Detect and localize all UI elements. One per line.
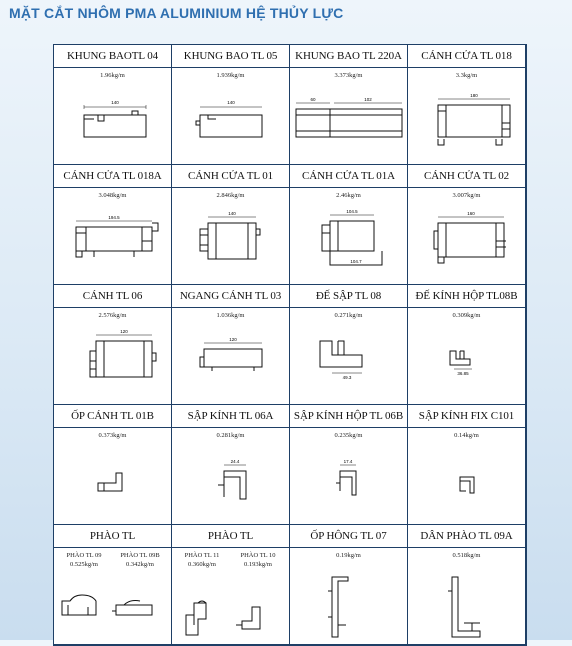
profile-name: CÁNH CỬA TL 02 (408, 165, 525, 188)
sub-profile-weight: 0.342kg/m (126, 561, 154, 568)
dimension-label: 49.3 (342, 375, 352, 380)
dimension-label: 24.4 (230, 459, 240, 464)
profile-drawing-op-hong-tl07 (290, 561, 408, 645)
dimension-label: 120 (229, 337, 237, 342)
profile-cell-sap-kinh-tl06a (172, 405, 290, 525)
sub-profile-name: PHÀO TL 10 (240, 552, 276, 559)
sub-profile-name: PHÀO TL 11 (184, 552, 220, 559)
profile-cell-canh-cua-tl018 (408, 45, 526, 165)
profile-drawing-sap-kinh-fix-c101 (408, 441, 526, 525)
dimension-label: 104.5 (346, 209, 358, 214)
profile-weight: 1.96kg/m (100, 72, 125, 79)
profile-name: KHUNG BAOTL 04 (54, 45, 171, 68)
profile-drawing-canh-cua-tl01 (172, 201, 290, 285)
profile-weight: 3.048kg/m (98, 192, 127, 199)
profile-drawing-phao-tl-b (172, 561, 290, 645)
profile-cell-de-kinh-hop-tl08b (408, 285, 526, 405)
profile-weight: 0.235kg/m (334, 432, 363, 439)
profile-cell-canh-cua-tl018a (54, 165, 172, 285)
profile-name: SẬP KÍNH TL 06A (172, 405, 289, 428)
profile-cell-canh-cua-tl02 (408, 165, 526, 285)
dimension-label: 120 (120, 329, 128, 334)
dimension-label: 104.7 (350, 259, 362, 264)
dimension-label: 180 (470, 93, 478, 98)
profile-cell-op-hong-tl07 (290, 525, 408, 645)
dimension-label: 36.85 (457, 371, 469, 376)
profile-weight: 2.46kg/m (336, 192, 361, 199)
dimension-label: 194.5 (108, 215, 120, 220)
profile-cell-ngang-canh-tl03 (172, 285, 290, 405)
profile-weight: 0.271kg/m (334, 312, 363, 319)
profile-cell-phao-tl-b (172, 525, 290, 645)
sub-profile-weight: 0.193kg/m (244, 561, 272, 568)
dimension-label: 140 (228, 211, 236, 216)
profile-cell-sap-kinh-fix-c101 (408, 405, 526, 525)
sub-profile-weight: 0.360kg/m (188, 561, 216, 568)
profile-weight: 0.14kg/m (454, 432, 479, 439)
profile-cell-khung-bao-tl220a (290, 45, 408, 165)
profile-name: SẬP KÍNH HỘP TL 06B (290, 405, 407, 428)
profile-drawing-phao-tl-a (54, 561, 172, 645)
profile-drawing-khung-bao-tl05 (172, 81, 290, 165)
profile-drawing-khung-bao-tl220a (290, 81, 408, 165)
profile-name: ĐẾ SẬP TL 08 (290, 285, 407, 308)
profile-weight: 2.576kg/m (98, 312, 127, 319)
profile-cell-khung-bao-tl04 (54, 45, 172, 165)
profile-weight: 1.036kg/m (216, 312, 245, 319)
profile-weight: 0.373kg/m (98, 432, 127, 439)
profile-drawing-dan-phao-tl09a (408, 561, 526, 645)
profile-catalog (53, 44, 527, 646)
profile-drawing-canh-cua-tl02 (408, 201, 526, 285)
dimension-label: 102 (364, 97, 372, 102)
profile-name: CÁNH TL 06 (54, 285, 171, 308)
profile-name: KHUNG BAO TL 05 (172, 45, 289, 68)
profile-name: PHÀO TL (54, 525, 171, 548)
profile-drawing-canh-cua-tl018a (54, 201, 172, 285)
profile-name: NGANG CÁNH TL 03 (172, 285, 289, 308)
profile-name: KHUNG BAO TL 220A (290, 45, 407, 68)
profile-drawing-sap-kinh-hop-tl06b (290, 441, 408, 525)
profile-name: SẬP KÍNH FIX C101 (408, 405, 525, 428)
page-title: MẶT CẮT NHÔM PMA ALUMINIUM HỆ THỦY LỰC (9, 5, 344, 21)
profile-drawing-de-kinh-hop-tl08b (408, 321, 526, 405)
profile-weight: 3.007kg/m (452, 192, 481, 199)
dimension-label: 140 (111, 100, 119, 105)
sub-profile-weight: 0.525kg/m (70, 561, 98, 568)
profile-weight: 0.518kg/m (452, 552, 481, 559)
profile-name: CÁNH CỬA TL 018 (408, 45, 525, 68)
profile-drawing-sap-kinh-tl06a (172, 441, 290, 525)
profile-name: PHÀO TL (172, 525, 289, 548)
profile-drawing-op-canh-tl01b (54, 441, 172, 525)
profile-drawing-canh-tl06 (54, 321, 172, 405)
sub-profile-name: PHÀO TL 09 (66, 552, 102, 559)
profile-cell-sap-kinh-hop-tl06b (290, 405, 408, 525)
profile-drawing-canh-cua-tl018 (408, 81, 526, 165)
profile-drawing-ngang-canh-tl03 (172, 321, 290, 405)
dimension-label: 140 (227, 100, 235, 105)
profile-cell-canh-tl06 (54, 285, 172, 405)
profile-drawing-khung-bao-tl04 (54, 81, 172, 165)
profile-name: DÂN PHÀO TL 09A (408, 525, 525, 548)
profile-cell-canh-cua-tl01 (172, 165, 290, 285)
profile-weight: 3.373kg/m (334, 72, 363, 79)
profile-weight: 2.846kg/m (216, 192, 245, 199)
profile-drawing-canh-cua-tl01a (290, 201, 408, 285)
profile-weight: 0.309kg/m (452, 312, 481, 319)
profile-weight: 1.939kg/m (216, 72, 245, 79)
profile-name: ỐP CÁNH TL 01B (54, 405, 171, 428)
profile-weight: 3.3kg/m (455, 72, 478, 79)
profile-cell-de-sap-tl08 (290, 285, 408, 405)
profile-name: CÁNH CỬA TL 018A (54, 165, 171, 188)
profile-cell-canh-cua-tl01a (290, 165, 408, 285)
sub-profile-name: PHÀO TL 09B (120, 552, 160, 559)
profile-name: ĐẾ KÍNH HỘP TL08B (408, 285, 525, 308)
profile-name: ỐP HÔNG TL 07 (290, 525, 407, 548)
profile-cell-khung-bao-tl05 (172, 45, 290, 165)
profile-weight: 0.281kg/m (216, 432, 245, 439)
profile-cell-phao-tl-a (54, 525, 172, 645)
dimension-label: 60 (310, 97, 316, 102)
profile-cell-op-canh-tl01b (54, 405, 172, 525)
profile-weight: 0.19kg/m (336, 552, 361, 559)
profile-drawing-de-sap-tl08 (290, 321, 408, 405)
profile-name: CÁNH CỬA TL 01A (290, 165, 407, 188)
dimension-label: 160 (467, 211, 475, 216)
dimension-label: 17.4 (343, 459, 353, 464)
profile-cell-dan-phao-tl09a (408, 525, 526, 645)
profile-name: CÁNH CỬA TL 01 (172, 165, 289, 188)
